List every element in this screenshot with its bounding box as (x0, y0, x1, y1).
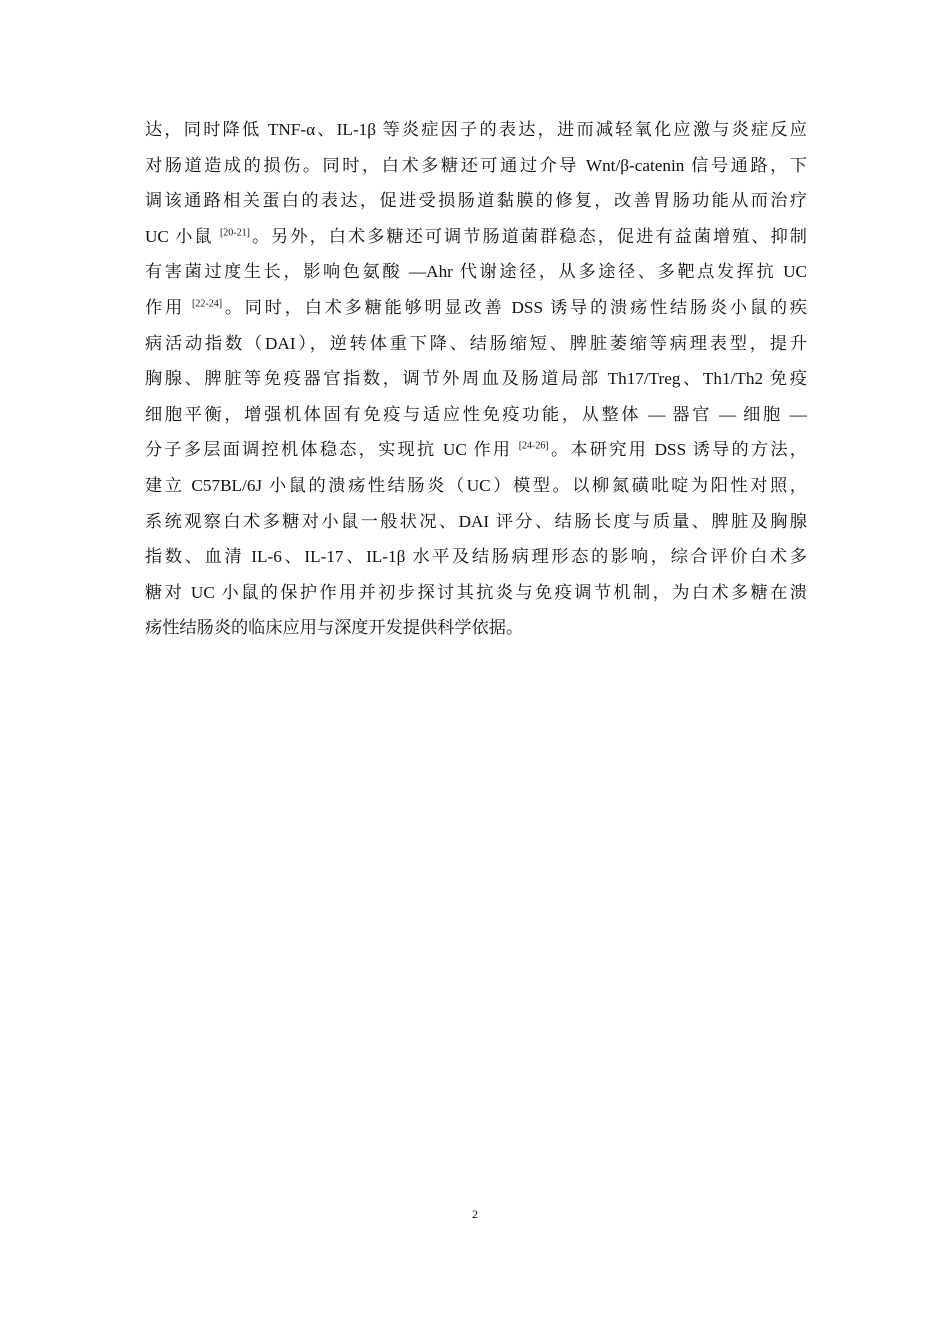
paragraph-line: 系统观察白术多糖对小鼠一般状况、DAI 评分、结肠长度与质量、脾脏及胸腺 (145, 511, 807, 531)
paragraph-line: 分子多层面调控机体稳态，实现抗 UC 作用 [24-26]。本研究用 DSS 诱导的方法， (145, 440, 807, 460)
page-number: 2 (472, 1207, 478, 1221)
paragraph-line: 调该通路相关蛋白的表达，促进受损肠道黏膜的修复，改善胃肠功能从而治疗 (145, 191, 807, 211)
citation-marker: [20-21] (219, 227, 250, 239)
paragraph-line: 疡性结肠炎的临床应用与深度开发提供科学依据。 (145, 618, 524, 638)
body-paragraph (145, 112, 807, 646)
citation-marker: [24-26] (518, 440, 549, 452)
paragraph-line: 细胞平衡，增强机体固有免疫与适应性免疫功能，从整体 — 器官 — 细胞 — (145, 404, 807, 424)
paragraph-line: UC 小鼠 [20-21]。另外，白术多糖还可调节肠道菌群稳态，促进有益菌增殖、抑制 (145, 226, 807, 246)
paragraph-line: 对肠道造成的损伤。同时，白术多糖还可通过介导 Wnt/β-catenin 信号通路，下 (145, 155, 807, 175)
citation-marker: [22-24] (192, 298, 223, 310)
paragraph-line: 达，同时降低 TNF-α、IL-1β 等炎症因子的表达，进而减轻氧化应激与炎症反应 (145, 120, 807, 139)
paragraph-line: 有害菌过度生长，影响色氨酸 —Ahr 代谢途径，从多途径、多靶点发挥抗 UC (145, 262, 807, 282)
paragraph-line: 胸腺、脾脏等免疫器官指数，调节外周血及肠道局部 Th17/Treg、Th1/Th2 免疫 (145, 369, 807, 389)
paragraph-line: 糖对 UC 小鼠的保护作用并初步探讨其抗炎与免疫调节机制，为白术多糖在溃 (145, 582, 807, 602)
paragraph-line: 指数、血清 IL-6、IL-17、IL-1β 水平及结肠病理形态的影响，综合评价白术多 (145, 547, 807, 567)
paragraph-line: 建立 C57BL/6J 小鼠的溃疡性结肠炎（UC）模型。以柳氮磺吡啶为阳性对照， (145, 475, 807, 495)
paragraph-line: 病活动指数（DAI），逆转体重下降、结肠缩短、脾脏萎缩等病理表型，提升 (145, 333, 807, 353)
paragraph-line: 作用 [22-24]。同时，白术多糖能够明显改善 DSS 诱导的溃疡性结肠炎小鼠的疾 (145, 297, 807, 317)
